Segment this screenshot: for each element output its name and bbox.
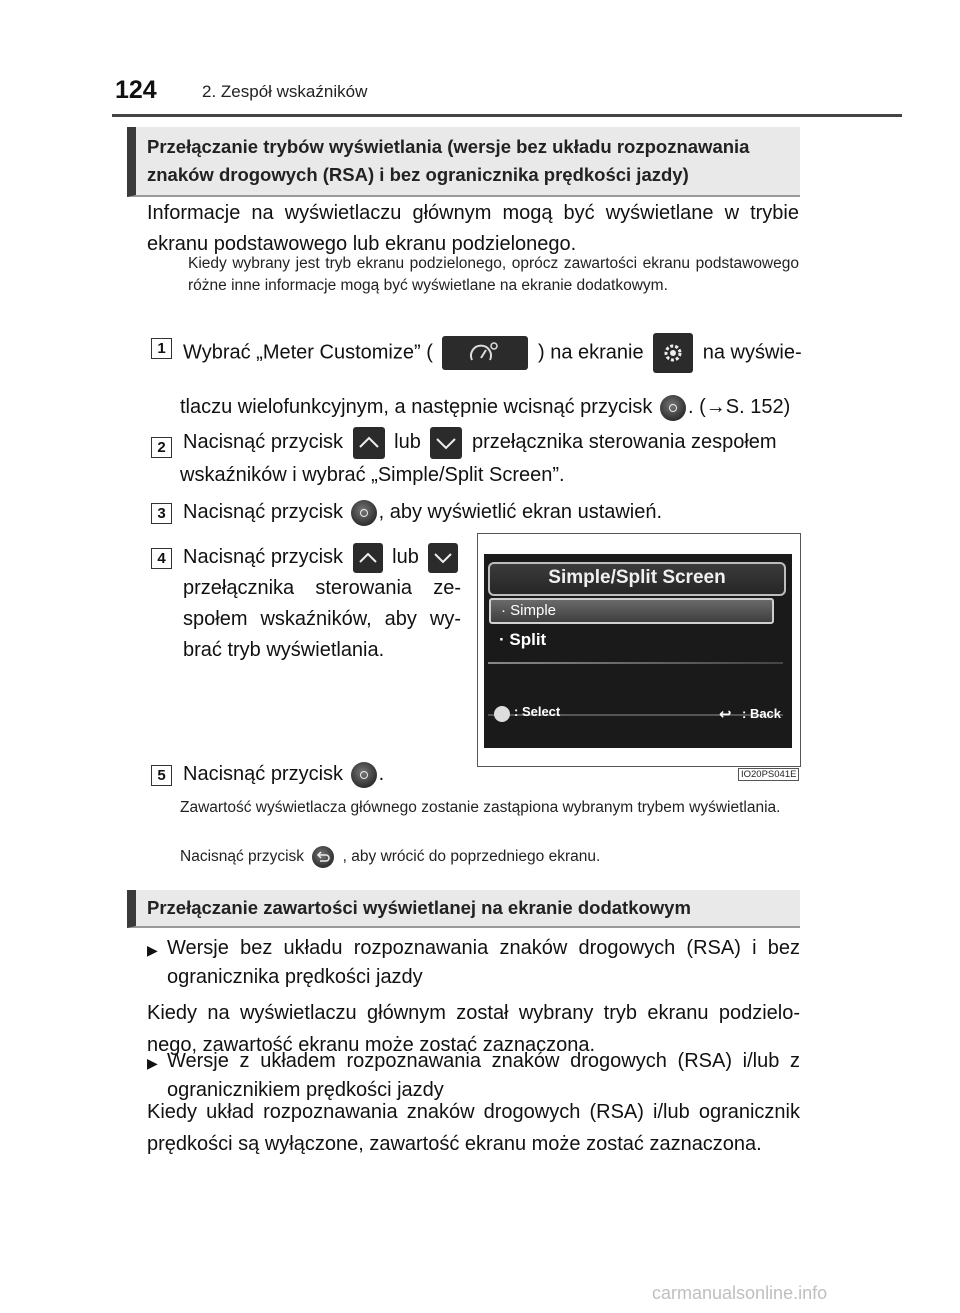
step-1-line-2	[180, 391, 805, 423]
back-arrow-icon: ↩	[719, 706, 732, 723]
paragraph-with-rsa: Kiedy układ rozpoznawania znaków drogowych (RSA) i/lub ogranicznik prędkości są wyłączone, zawartość ekranu może zostać zaznaczona.	[147, 1101, 800, 1155]
step-4-text-a: Nacisnąć przycisk	[183, 546, 344, 568]
step-3-line	[183, 496, 662, 528]
step-5-note-1: Zawartość wyświetlacza głównego zostanie zastąpiona wybranym trybem wyświetlania.	[180, 799, 781, 816]
step-4-line-2: przełącznika sterowania ze-	[183, 577, 461, 599]
enter-button-icon	[660, 395, 686, 421]
step-number-2: 2	[151, 437, 172, 458]
display-screenshot	[477, 533, 801, 767]
step-2-text-b: lub	[394, 431, 421, 453]
page-number: 124	[115, 76, 157, 104]
screen-divider	[488, 662, 783, 664]
step-4-text-b: lub	[392, 546, 419, 568]
watermark: carmanualsonline.info	[652, 1283, 828, 1303]
enter-button-icon	[351, 762, 377, 788]
step-4-line-3: społem wskaźników, aby wy-	[183, 608, 461, 630]
step-2-line-2: wskaźników i wybrać „Simple/Split Screen”.	[180, 464, 565, 486]
option-split: · Split	[499, 630, 547, 649]
back-button-icon	[312, 846, 334, 868]
bullet-versions-without-rsa: Wersje bez układu rozpoznawania znaków drogowych (RSA) i bez ogranicznika prędkości jazdy	[167, 937, 800, 988]
step-1-line-1	[183, 333, 803, 373]
step-2-text-c: przełącznika sterowania zespołem	[472, 431, 777, 453]
down-arrow-button-icon	[430, 427, 462, 459]
bullet-arrow-icon: ▶	[147, 942, 158, 958]
step-1-text-e: . (→S. 152)	[687, 396, 791, 418]
step-5-text-b: .	[378, 763, 385, 785]
step-number-1: 1	[151, 338, 172, 359]
step-1-text-d: tlaczu wielofunkcyjnym, a następnie wcisnąć przycisk	[180, 396, 653, 418]
up-arrow-button-icon	[353, 543, 383, 573]
section-heading-display-mode: Przełączanie trybów wyświetlania (wersje bez układu rozpoznawania znaków drogowych (RSA) i bez ogranicznika prędkości jazdy)	[127, 127, 800, 197]
step-5-line	[183, 758, 384, 790]
screen-title-bar	[488, 562, 786, 596]
bullet-arrow-icon: ▶	[147, 1055, 158, 1071]
meter-customize-icon	[442, 336, 528, 370]
split-screen-note: Kiedy wybrany jest tryb ekranu podzielonego, oprócz zawartości ekranu podstawowego różne inne informacje mogą być wyświetlane na ekranie dodatkowym.	[188, 255, 799, 294]
header-rule	[112, 114, 902, 117]
step-3-text-a: Nacisnąć przycisk	[183, 501, 344, 523]
step-3-text-b: , aby wyświetlić ekran ustawień.	[378, 501, 663, 523]
step-2-text-a: Nacisnąć przycisk	[183, 431, 344, 453]
up-arrow-button-icon	[353, 427, 385, 459]
back-label: : Back	[742, 706, 782, 721]
settings-gear-icon	[653, 333, 693, 373]
step-5-note-2-a: Nacisnąć przycisk	[180, 848, 305, 866]
step-1-text-c: na wyświe-	[702, 341, 802, 364]
bullet-versions-with-rsa: Wersje z układem rozpoznawania znaków drogowych (RSA) i/lub z ogranicznikiem prędkości jazdy	[167, 1050, 800, 1101]
step-1-text-b: ) na ekranie	[537, 341, 644, 364]
section-heading-secondary-screen: Przełączanie zawartości wyświetlanej na ekranie dodatkowym	[127, 890, 800, 928]
step-4-line-1	[183, 541, 462, 573]
enter-button-icon	[351, 500, 377, 526]
screen-title: Simple/Split Screen	[548, 567, 726, 588]
step-2-line-1	[183, 426, 803, 459]
image-code: IO20PS041E	[738, 768, 799, 781]
down-arrow-button-icon	[428, 543, 458, 573]
step-5-note-2	[180, 846, 600, 868]
chapter-title: 2. Zespół wskaźników	[202, 82, 368, 101]
select-label: : Select	[514, 704, 561, 719]
select-button-icon	[494, 706, 510, 722]
meter-display	[484, 554, 792, 748]
paragraph-without-rsa: Kiedy na wyświetlaczu głównym został wybrany tryb ekranu podzielo-nego, zawartość ekranu może zostać zaznaczona.	[147, 1002, 800, 1056]
step-number-5: 5	[151, 765, 172, 786]
step-5-note-2-b: , aby wrócić do poprzedniego ekranu.	[342, 848, 601, 866]
step-1-text-a: Wybrać „Meter Customize” (	[183, 341, 433, 364]
step-4-line-4: brać tryb wyświetlania.	[183, 639, 385, 661]
intro-paragraph: Informacje na wyświetlaczu głównym mogą być wyświetlane w trybie ekranu podstawowego lub ekranu podzielonego.	[147, 202, 799, 255]
step-number-3: 3	[151, 503, 172, 524]
step-number-4: 4	[151, 548, 172, 569]
step-5-text-a: Nacisnąć przycisk	[183, 763, 344, 785]
option-simple: · Simple	[489, 598, 774, 624]
